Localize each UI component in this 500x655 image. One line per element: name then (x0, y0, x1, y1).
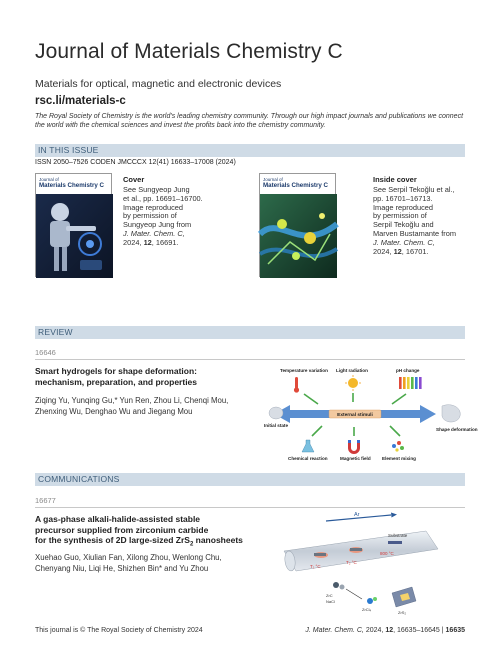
cover-journal-line2: Materials Chemistry C (39, 182, 104, 189)
cover-robot-artwork (36, 194, 113, 278)
cover-journal-line2: Materials Chemistry C (263, 182, 328, 189)
label-light: Light radiation (336, 368, 368, 373)
element-mixing-icon (392, 441, 404, 452)
in-this-issue-band: IN THIS ISSUE (35, 144, 465, 157)
communications-page-number: 16677 (35, 496, 56, 505)
communication-graphical-abstract (276, 511, 446, 617)
sun-icon (345, 375, 361, 391)
deformed-shape-blob (442, 405, 460, 422)
label-zrs2: ZrS₂ (398, 610, 406, 615)
cover-journal-line1: Journal of (263, 177, 283, 182)
label-t1: T₁ °C (310, 564, 321, 569)
divider (35, 507, 465, 508)
reaction-schematic (333, 582, 416, 607)
footer-copyright: This journal is © The Royal Society of Chemistry 2024 (35, 627, 203, 634)
review-band: REVIEW (35, 326, 465, 339)
label-nacl: NaCl (326, 599, 335, 604)
review-title[interactable]: Smart hydrogels for shape deformation: mechanism, preparation, and properties (35, 366, 198, 387)
label-temperature: Temperature variation (280, 368, 328, 373)
label-ar: Ar (354, 512, 360, 518)
inside-cover-image[interactable] (259, 173, 336, 277)
label-ph: pH change (396, 368, 420, 373)
boat-nacl (350, 548, 362, 551)
cover2-label: Inside cover (373, 175, 417, 184)
review-graphical-abstract (264, 364, 478, 464)
issn-line: ISSN 2050–7526 CODEN JMCCCX 12(41) 16633–17008 (2024) (35, 159, 236, 166)
label-substrate: Substrate (388, 533, 408, 538)
divider (35, 359, 465, 360)
substrate-plate (388, 541, 402, 544)
front-cover-image[interactable] (35, 173, 112, 277)
ph-tubes-icon (399, 377, 422, 389)
label-chemical: Chemical reaction (288, 456, 328, 461)
flask-icon (302, 440, 314, 452)
label-t2: T₂ °C (346, 560, 357, 565)
cover1-caption: See Sungyeop Jung et al., pp. 16691–16700. Image reproduced by permission of Sungyeop Jung from J. Mater. Chem. C, 2024, 12, 16691. (123, 185, 203, 247)
label-stimuli: External stimuli (337, 412, 373, 418)
label-zrc: ZrC (326, 593, 333, 598)
label-shape: Shape deformation (436, 427, 478, 432)
journal-subtitle: Materials for optical, magnetic and electronic devices (35, 78, 282, 90)
cover2-caption: See Serpil Tekoğlu et al., pp. 16701–16713. Image reproduced by permission of Serpil Tekoğlu and Marven Bustamante from J. Mater. Chem. C, 2024, 12, 16701. (373, 185, 456, 256)
journal-url-link[interactable]: rsc.li/materials-c (35, 95, 126, 107)
label-initial: Initial state (264, 423, 288, 428)
cover-molecule-artwork (260, 194, 337, 278)
cover-journal-line1: Journal of (39, 177, 59, 182)
label-t3: 800 °C (380, 551, 394, 556)
boat-zrc (314, 553, 326, 556)
label-magnetic: Magnetic field (340, 456, 371, 461)
magnet-icon (348, 440, 360, 454)
thermometer-icon (294, 377, 299, 393)
cover1-label: Cover (123, 175, 145, 184)
journal-title: Journal of Materials Chemistry C (35, 40, 343, 63)
communication-authors: Xuehao Guo, Xiulian Fan, Xilong Zhou, Wenlong Chu, Chenyang Niu, Liqi He, Shizhen Bin* and Yu Zhou (35, 553, 222, 573)
label-element: Element mixing (382, 456, 416, 461)
review-authors: Ziqing Yu, Yunqing Gu,* Yun Ren, Zhou Li, Chenqi Mou, Zhenxing Wu, Denghao Wu and Jiegang Mou (35, 396, 229, 416)
communication-title[interactable]: A gas-phase alkali-halide-assisted stable precursor supplied from zirconium carbide for the synthesis of 2D large-sized ZrS$_2$ nanosheets (35, 514, 243, 548)
review-page-number: 16646 (35, 348, 56, 357)
label-zrcl4: ZrCl₄ (362, 607, 372, 612)
initial-state-blob (269, 407, 283, 419)
footer-citation: J. Mater. Chem. C, 2024, 12, 16635–16645 | 16635 (305, 627, 465, 634)
rsc-about-text: The Royal Society of Chemistry is the world's leading chemistry community. Through our high impact journals and publications we connect the world with the chemical sciences and invest the profits back into the chemistry community. (35, 113, 464, 129)
communications-band: COMMUNICATIONS (35, 473, 465, 486)
